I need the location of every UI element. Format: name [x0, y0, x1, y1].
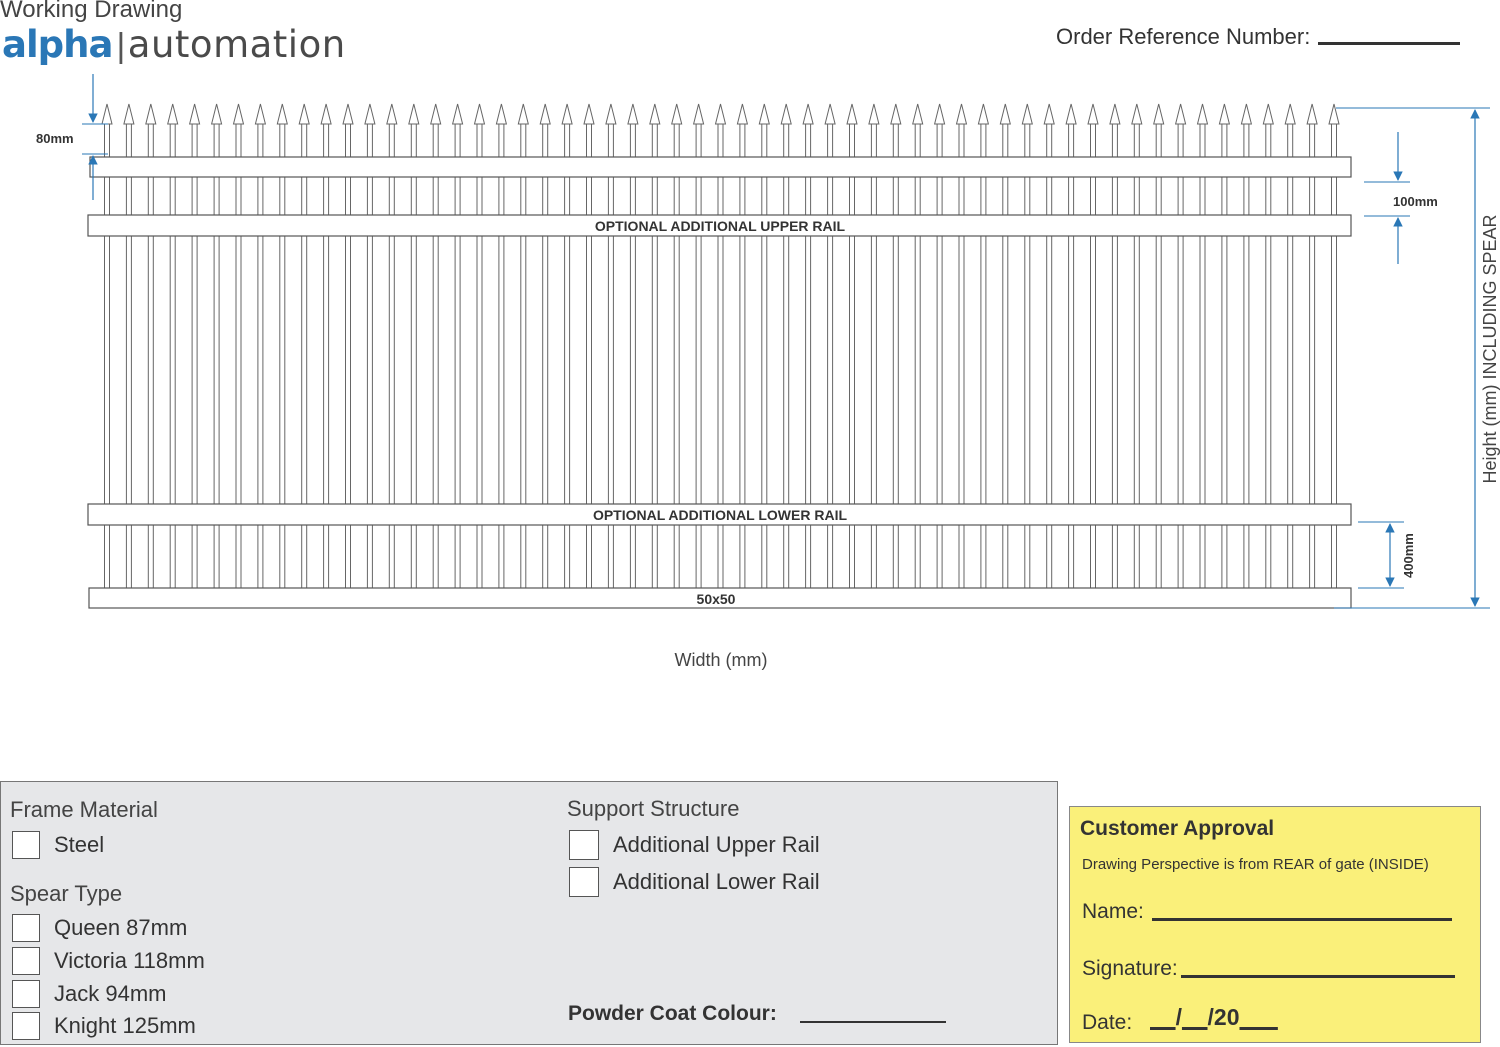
spear-tip	[1219, 104, 1229, 124]
approval-title: Customer Approval	[1080, 817, 1275, 840]
option-additional-upper-rail[interactable]	[569, 830, 820, 860]
spear-tip	[475, 104, 485, 124]
spear-tip	[343, 104, 353, 124]
lower-rail-dim-label: 400mm	[1401, 533, 1416, 578]
date-separator: /	[1175, 1004, 1182, 1030]
spear-tip	[869, 104, 879, 124]
checkbox[interactable]	[569, 867, 599, 897]
option-label: Additional Lower Rail	[613, 869, 820, 894]
brand-separator: |	[116, 27, 126, 65]
spear-tip	[234, 104, 244, 124]
spear-tip	[431, 104, 441, 124]
spear-dim-label: 80mm	[36, 131, 74, 146]
spear-tip	[190, 104, 200, 124]
spear-tip	[1285, 104, 1295, 124]
spear-tip	[978, 104, 988, 124]
spear-tip	[716, 104, 726, 124]
spear-tip	[913, 104, 923, 124]
spear-tip	[255, 104, 265, 124]
approval-note: Drawing Perspective is from REAR of gate (INSIDE)	[1082, 856, 1429, 873]
option-victoria[interactable]	[12, 947, 205, 975]
spear-tip	[1044, 104, 1054, 124]
spear-tip	[409, 104, 419, 124]
brand-primary: alpha	[2, 23, 113, 66]
spear-tip	[606, 104, 616, 124]
spear-tip	[628, 104, 638, 124]
spear-tip	[1307, 104, 1317, 124]
bottom-rail-label: 50x50	[696, 591, 736, 607]
spear-tip	[365, 104, 375, 124]
option-label: Queen 87mm	[54, 915, 188, 940]
checkbox[interactable]	[569, 830, 599, 860]
checkbox[interactable]	[12, 947, 40, 975]
option-queen[interactable]	[12, 914, 187, 942]
spear-tip	[321, 104, 331, 124]
spear-tip	[584, 104, 594, 124]
spear-tip	[672, 104, 682, 124]
spear-tip	[387, 104, 397, 124]
order-reference-label: Order Reference Number:	[1056, 24, 1311, 49]
spear-tip	[518, 104, 528, 124]
powder-coat-label: Powder Coat Colour:	[568, 1002, 777, 1025]
name-label: Name:	[1082, 900, 1144, 923]
spear-tip	[694, 104, 704, 124]
upper-rail-dim-label: 100mm	[1393, 194, 1438, 209]
checkbox[interactable]	[12, 914, 40, 942]
spear-tip	[650, 104, 660, 124]
option-jack[interactable]	[12, 980, 166, 1008]
name-field[interactable]	[1152, 918, 1452, 921]
spear-tip	[781, 104, 791, 124]
signature-field[interactable]	[1181, 975, 1455, 978]
spear-tip	[124, 104, 134, 124]
spear-tip	[847, 104, 857, 124]
spear-tip	[1198, 104, 1208, 124]
spear-tip	[212, 104, 222, 124]
frame-material-title: Frame Material	[10, 797, 158, 822]
date-field[interactable]	[1150, 1004, 1278, 1031]
upper-rail-label: OPTIONAL ADDITIONAL UPPER RAIL	[594, 218, 846, 234]
lower-rail-label: OPTIONAL ADDITIONAL LOWER RAIL	[592, 507, 848, 523]
width-label: Width (mm)	[674, 650, 768, 670]
spear-tip	[1154, 104, 1164, 124]
support-structure-title: Support Structure	[567, 796, 740, 821]
spear-tip	[737, 104, 747, 124]
spear-tip	[803, 104, 813, 124]
option-label: Victoria 118mm	[54, 948, 205, 973]
spear-tip	[1000, 104, 1010, 124]
date-label: Date:	[1082, 1011, 1133, 1034]
option-knight[interactable]	[12, 1012, 196, 1040]
powder-coat-field[interactable]	[800, 1021, 946, 1023]
date-year-prefix: /20	[1207, 1004, 1240, 1030]
spear-tip	[146, 104, 156, 124]
top-rail	[90, 157, 1351, 177]
option-label: Jack 94mm	[54, 981, 167, 1006]
brand-secondary: automation	[127, 23, 346, 66]
spear-tip	[1132, 104, 1142, 124]
spear-tip	[935, 104, 945, 124]
option-label: Knight 125mm	[54, 1013, 196, 1038]
spear-tip	[1022, 104, 1032, 124]
spear-tip	[453, 104, 463, 124]
spear-tip	[891, 104, 901, 124]
spear-tip	[168, 104, 178, 124]
spear-tip	[562, 104, 572, 124]
spear-tip	[1329, 104, 1339, 124]
spear-tip	[540, 104, 550, 124]
document-type-title: Working Drawing	[0, 0, 183, 23]
spear-tip	[299, 104, 309, 124]
spear-tip	[1066, 104, 1076, 124]
spear-tip	[277, 104, 287, 124]
option-additional-lower-rail[interactable]	[569, 867, 820, 897]
option-label: Additional Upper Rail	[613, 832, 820, 857]
spear-tip	[1088, 104, 1098, 124]
checkbox[interactable]	[12, 980, 40, 1008]
signature-label: Signature:	[1082, 957, 1178, 980]
spear-tip	[102, 104, 112, 124]
checkbox[interactable]	[12, 831, 40, 859]
option-label: Steel	[54, 832, 105, 857]
spear-tip	[1241, 104, 1251, 124]
spear-type-title: Spear Type	[10, 881, 123, 906]
spear-tip	[957, 104, 967, 124]
height-label: Height (mm) INCLUDING SPEAR	[1480, 214, 1500, 484]
spear-tip	[1176, 104, 1186, 124]
spear-tip	[759, 104, 769, 124]
spear-tip	[496, 104, 506, 124]
spear-tip	[1110, 104, 1120, 124]
checkbox[interactable]	[12, 1012, 40, 1040]
option-steel[interactable]	[12, 831, 104, 859]
spear-tip	[1263, 104, 1273, 124]
spear-tip	[825, 104, 835, 124]
